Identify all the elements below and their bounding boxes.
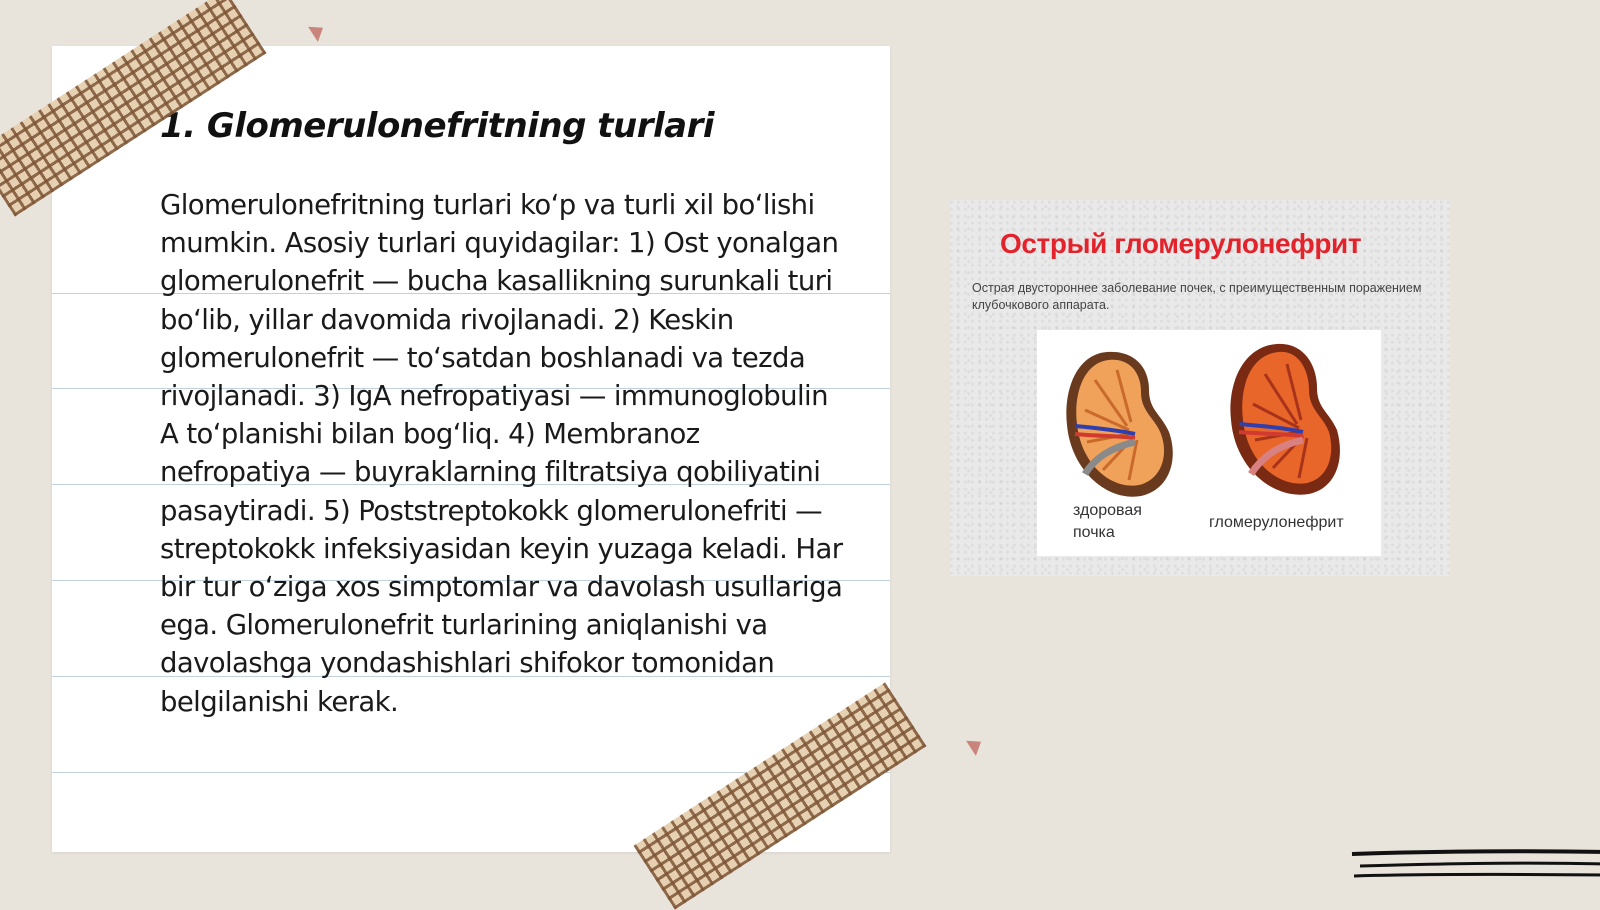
- kidney-figure: [950, 200, 1450, 576]
- tape-tip: [966, 734, 986, 756]
- slide-body-text: Glomerulonefritning turlari koʻp va turli xil boʻlishi mumkin. Asosiy turlari quyidagilar: 1) Ost yonalgan glomerulonefrit — bucha kasallikning surunkali turi boʻlib, yillar davomida rivojlanadi. 2) Keskin glomerulonefrit — toʻsatdan boshlanadi va tezda rivojlanadi. 3) IgA nefropatiyasi — immunoglobulin A toʻplanishi bilan bogʻliq. 4) Membranoz nefropatiya — buyraklarning filtratsiya qobiliyatini pasaytiradi. 5) Poststreptokokk glomerulonefriti — streptokokk infeksiyasidan keyin yuzaga keladi. Har bir tur oʻziga xos simptomlar va davolash usullariga ega. Glomerulonefrit turlarining aniqlanishi va davolashga yondashishlari shifokor tomonidan belgilanishi kerak.: [160, 189, 843, 718]
- notebook-paper: [52, 46, 890, 852]
- glomerulonephritis-kidney-icon: [1230, 344, 1340, 495]
- healthy-kidney-icon: [1066, 352, 1172, 497]
- slide-title: 1. Glomerulonefritning turlari: [160, 106, 715, 146]
- decorative-brush-lines: [1350, 848, 1600, 888]
- figure-subtitle: Острая двустороннее заболевание почек, с преимущественным поражением клубочкового аппарата.: [972, 281, 1422, 312]
- kidney-illustration-panel: [1037, 330, 1381, 556]
- figure-title: Острый гломерулонефрит: [1000, 228, 1362, 259]
- caption-glomerulonephritis: гломерулонефрит: [1209, 514, 1344, 531]
- caption-healthy-kidney: здоровая почка: [1073, 502, 1142, 541]
- tape-tip: [308, 20, 328, 42]
